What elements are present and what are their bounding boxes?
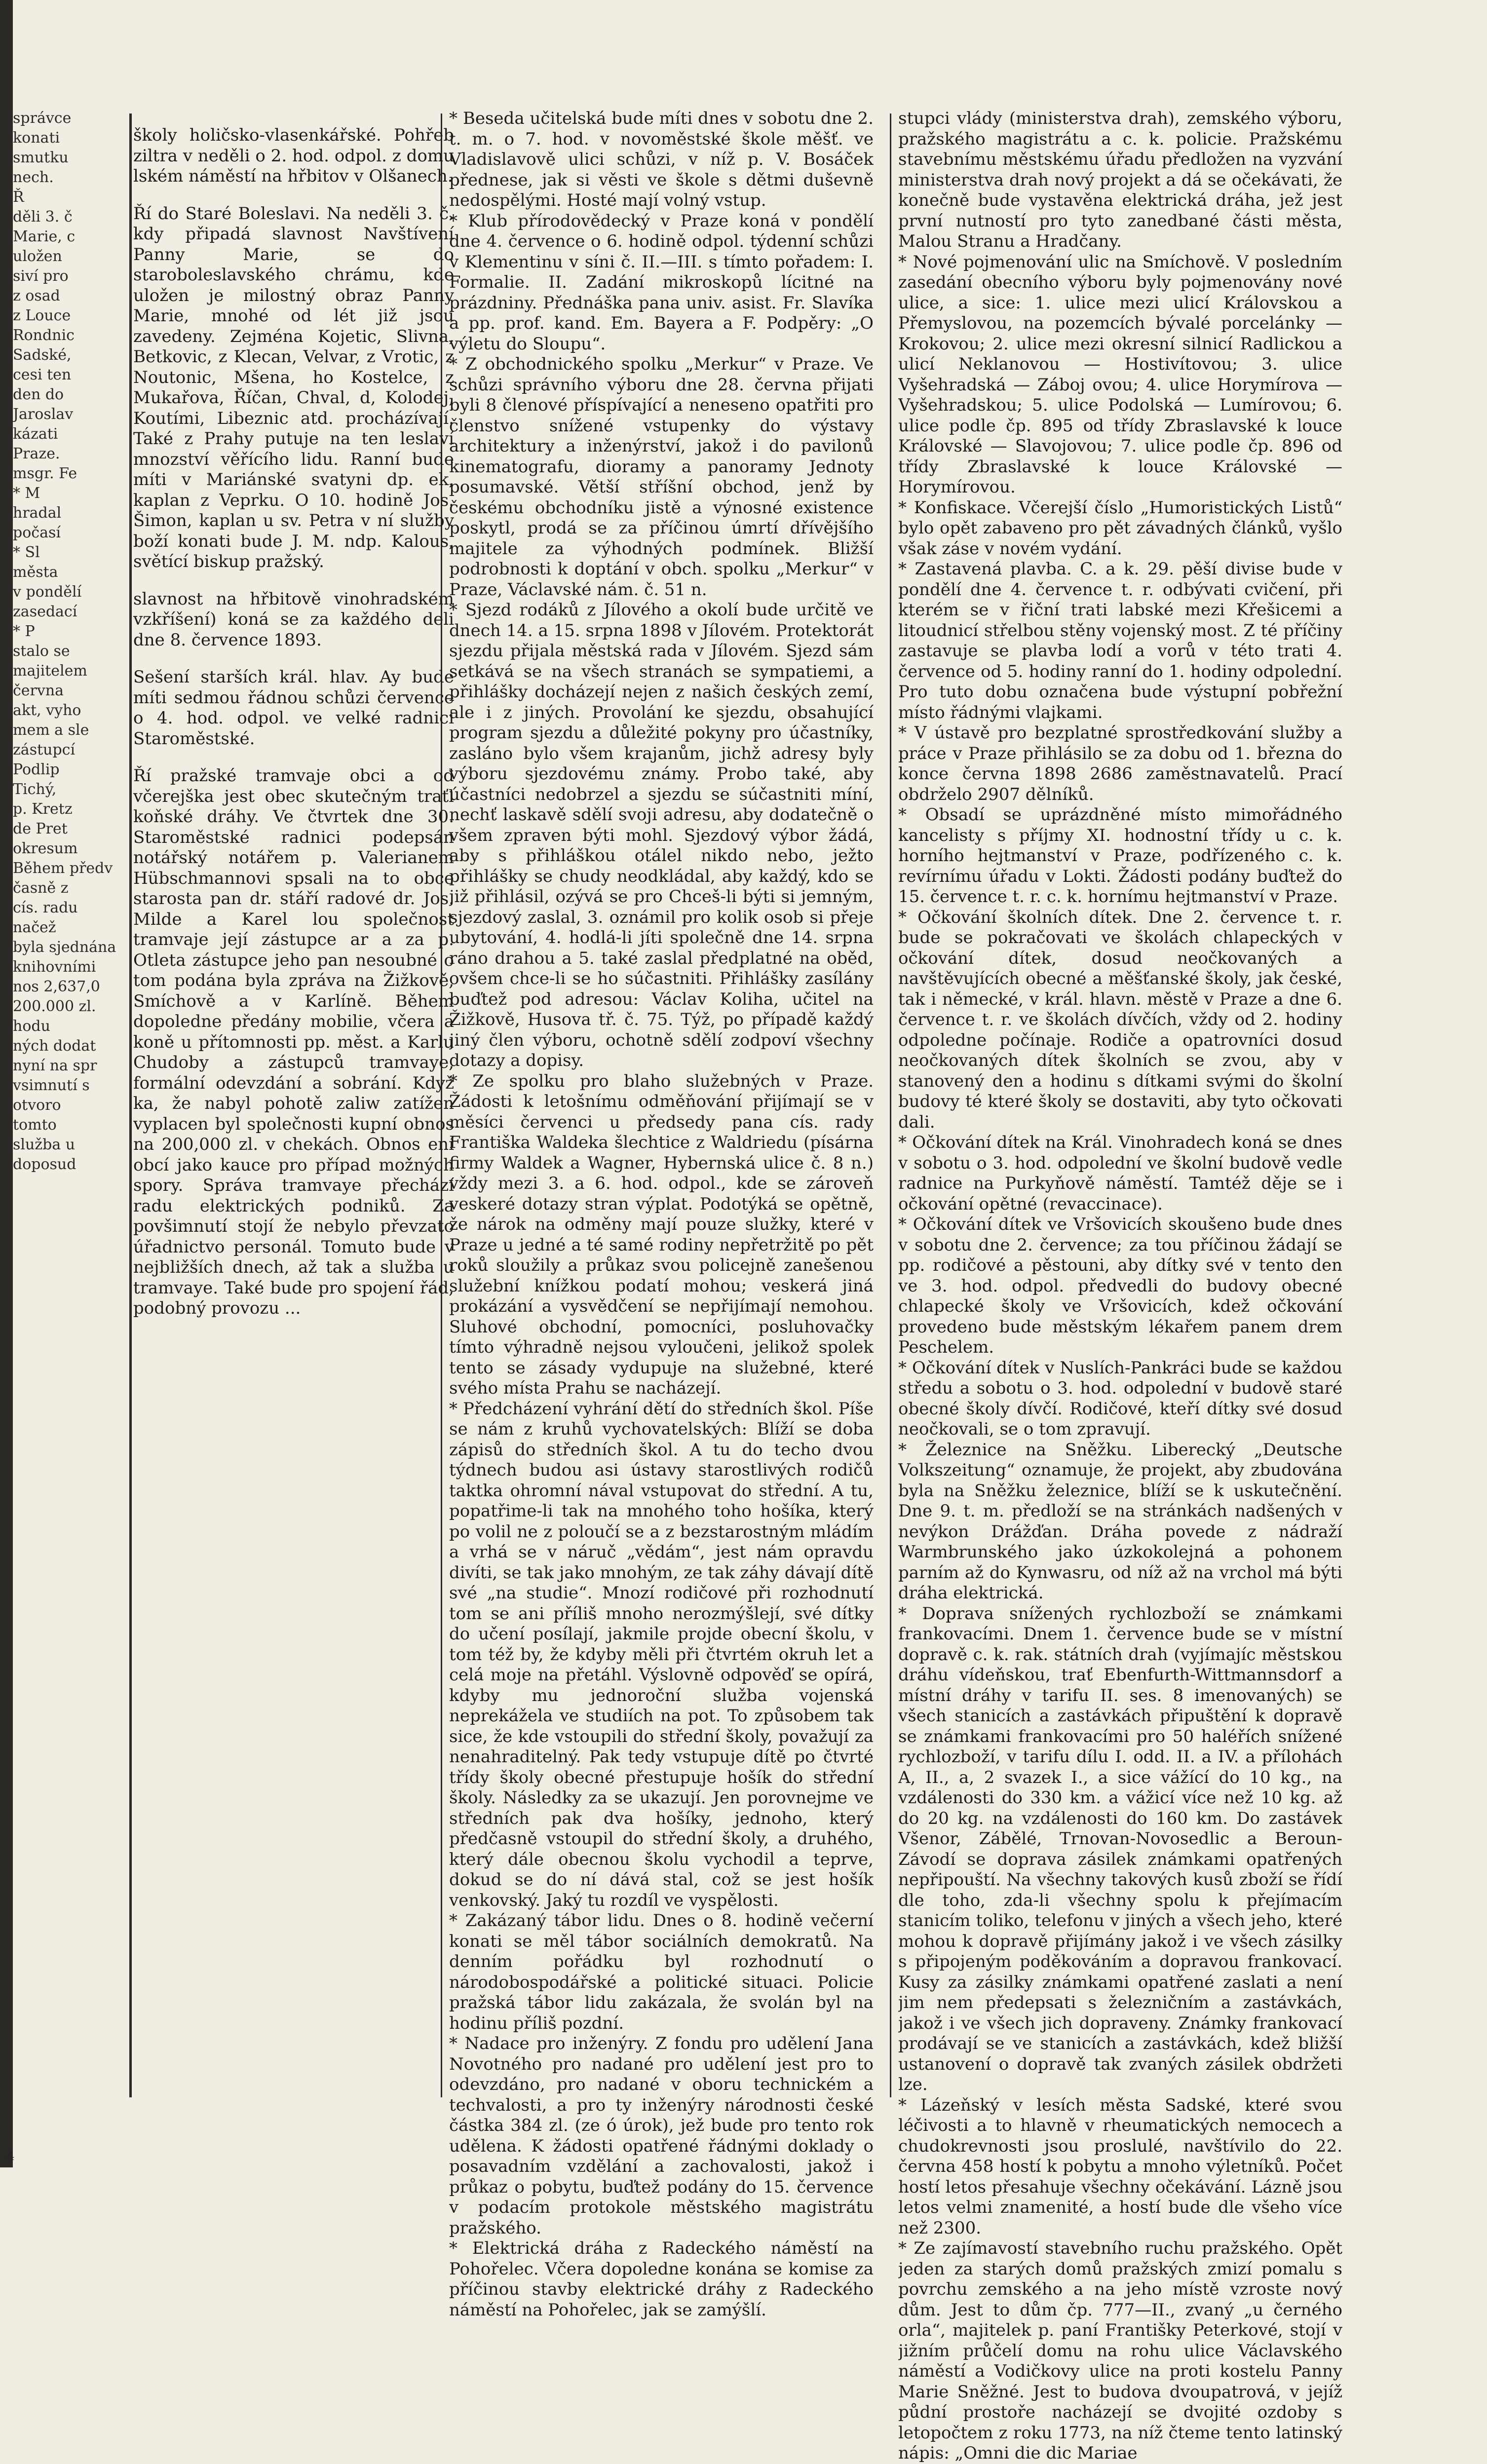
col1-fragment: Ř xyxy=(13,189,24,206)
col1-fragment: mem a sle xyxy=(13,721,89,739)
col1-fragment: Během předv xyxy=(13,860,113,877)
col2-paragraph-8: * Nadace pro inženýry. Z fondu pro udělení Jana Novotného pro nadané pro udělení jest pro to odevzdáno, pro nadané v oboru technickém a techvalosti, a pro ty inženýry národnosti české částka 384 zl. (ze ó úrok), jež bude pro tento rok udělena. K žádosti opatřené řádnými doklady o posavadním vzdělání a zachovalosti, jakož i průkaz o pobytu, buďtež podány do 15. července v podacím protokole městského magistrátu pražského. xyxy=(449,2034,874,2238)
col1-fragment: Jaroslav xyxy=(13,406,74,423)
col1-fragment: kázati xyxy=(13,425,58,443)
col1-fragment: okresum xyxy=(13,840,78,857)
col1-fragment: siví pro xyxy=(13,267,69,285)
col1-fragment: uložen xyxy=(13,248,62,265)
col1-fragment: června xyxy=(13,682,64,699)
col1-fragment: cís. radu xyxy=(13,899,78,916)
col3-paragraph-14: * Ze zajímavostí stavebního ruchu pražského. Opět jeden za starých domů pražských zmizí pomalu s povrchu zemského a na jeho místě vzroste nový dům. Jest to dům čp. 777—II., zvaný „u černého orla“, majitelek p. paní Františky Peterkové, stojí v jižním průčelí domu na rohu ulice Václavského náměstí a Vodičkovy ulice na proti kostelu Panny Marie Sněžné. Jest to budova dvoupatrová, v jejíž půdní prostoře nacházejí se dvojité ozdoby s letopočtem z roku 1773, na níž čteme tento latinský nápis: „Omni die dic Mariae xyxy=(898,2238,1342,2463)
col1-fragment: de Pret xyxy=(13,820,68,837)
col1-fragment: Podlip xyxy=(13,761,60,778)
col2-paragraph-2: * Klub přírodovědecký v Praze koná v pondělí dne 4. července o 6. hodině odpol. týdenní schůzi v Klementinu v síni č. II.—III. s tímto pořadem: I. Formalie. II. Zadání mikroskopů lícitné na prázdniny. Přednáška pana univ. asist. Fr. Slavíka a pp. prof. kand. Em. Bayera a F. Podpěry: „O výletu do Sloupu“. xyxy=(449,211,874,354)
col3-paragraph-10: * Očkování dítek v Nuslích-Pankráci bude se každou středu a sobotu o 3. hod. odpolední v budově staré obecné školy dívčí. Rodičové, kteří dítky své dosud neočkovali, se o tom zpravují. xyxy=(898,1358,1342,1439)
col3-paragraph-3: * Konfiskace. Včerejší číslo „Humoristických Listů“ bylo opět zabaveno pro pět závadných článků, vyšlo však záse v novém vydání. xyxy=(898,497,1342,559)
col1-fragment: v pondělí xyxy=(13,583,82,601)
col1-fragment: hradal xyxy=(13,504,62,522)
col1-paragraph-5: Ří pražské tramvaje obci a od včerejška jest obec skutečným traťl koňské dráhy. Ve čtvrtek dne 30. Staroměstské radnici podepsán notářský notářem p. Valerianem Hübschmannovi spsali na to obce starosta pan dr. stáří radové dr. Jos. Milde a Karel lou společnost tramvaje její zástupce ar a za p. Otleta zástupce jeho pan nesoubné o tom podána byla zpráva na Žižkově, Smíchově a v Karlíně. Během dopoledne předány mobilie, včera a koně u přítomnosti pp. měst. a Karlu Chudoby a zástupců tramvaye, formální odevzdání a sobrání. Když ka, že nabyl pohotě zaliw zatížen vyplacen byl společnosti kupní obnos na 200,000 zl. v chekách. Obnos ení obcí jako kauce pro případ možných spory. Správa tramvaye přechází radu elektrických podniků. Za povšimnutí stojí že nebylo převzato úřadnictvo personál. Tomuto bude v nejbližších dnech, až tak a služba u tramvaye. Také bude pro spojení řád, podobný provozu ... xyxy=(133,766,454,1318)
col3-paragraph-12: * Doprava snížených rychlozboží se známkami frankovacími. Dnem 1. července bude se v místní dopravě c. k. rak. státních drah (vyjímajíc městskou dráhu vídeňskou, trať Ebenfurth-Wittmannsdorf a místní dráhy v tarifu II. ses. 8 imenovaných) se všech stanicích a zastávkách připuštění k dopravě se známkami frankovacími pro 50 haléřích snížené rychlozboží, v tarifu dílu I. odd. II. a IV. a přílohách A, II., a, 2 svazek I., a sice vážící do 10 kg., na vzdálenosti do 330 km. a vážicí více než 10 kg. až do 20 kg. na vzdálenosti do 160 km. Do zastávek Všenor, Zábělé, Trnovan-Novosedlic a Beroun-Závodí se doprava zásilek známkami opatřených nepřipouští. Na všechny takových kusů zboží se řídí dle toho, zda-li všechny spolu k přejímacím stanicím toliko, telefonu v jiných a všech jeho, které mohou k dopravě přijímány jakož i ve všech zásilky s připojeným poděkováním a dopravou frankovací. Kusy za zásilky známkami opatřené zaslati a není jim nem předepsati s železničním a zastávkách, jakož i ve všech jich dopraveny. Známky frankovací prodávají se ve stanicích a zastávkách, kdež bližší ustanovení o dopravě tak zvaných zásilek obdržeti lze. xyxy=(898,1603,1342,2094)
col3-paragraph-13: * Lázeňský v lesích města Sadské, které svou léčivosti a to hlavně v rheumatických nemocech a chudokrevnosti jsou proslulé, navštívilo do 22. června 458 hostí k pobytu a mnoho výletníků. Počet hostí letos přesahuje všechny očekávání. Lázně jsou letos velmi znamenité, a hostí bude dle všeho více než 2300. xyxy=(898,2095,1342,2238)
col1-fragment: tomto xyxy=(13,1116,57,1134)
col1-fragment: smutku xyxy=(13,149,69,166)
col1-fragment: p. Kretz xyxy=(13,800,73,818)
col1-fragment: cesi ten xyxy=(13,366,72,383)
col1-paragraph-3: slavnost na hřbitově vinohradském vzkříšení) koná se za každého deli dne 8. července 1893. xyxy=(133,589,454,650)
col1-fragment: byla sjednána xyxy=(13,939,116,956)
column-2 xyxy=(449,109,874,2320)
col1-fragment: majitelem xyxy=(13,662,87,680)
col1-fragment: zástupcí xyxy=(13,741,76,758)
col2-paragraph-3: * Z obchodnického spolku „Merkur“ v Praze. Ve schůzi správního výboru dne 28. června přijati byli 8 členové příspívající a neneseno opatřiti pro členstvo snížené vstupenky do výstavy architektury a inženýrství, jakož i do pavilonů kinematografu, dioramy a panoramy Jednoty posumavské. Větší stříšní obchod, jenž by českému obchodníku jistě a výnosné existence poskytl, prodá se za příčinou úmrtí dřívějšího majitele za výhodných podmínek. Bližší podrobnosti k doptání v obch. spolku „Merkur“ v Praze, Václavské nám. č. 51 n. xyxy=(449,354,874,600)
col2-paragraph-5: * Ze spolku pro blaho služebných v Praze. Žádosti k letošnímu odměňování přijímají se v měsíci červenci u předsedy pana cís. rady Františka Waldeka šlechtice z Waldriedu (písárna firmy Waldek a Wagner, Hybernská ulice č. 8 n.) vždy mezi 3. a 6. hod. odpol., kde se zároveň veskeré dotazy stran výplat. Podotýká se opětně, že nárok na odměny mají pouze služky, které v Praze u jedné a té samé rodiny nepřetržitě po pět roků sloužily a průkaz svou policejně zanešenou služební knížkou podatí mohou; veskerá jiná prokázání a vysvědčení se nepřijímají nemohou. Sluhové obchodní, pomocníci, posluhovačky tímto výhradně nejsou vyloučeni, jelikož spolek tento se zásady vydupuje na služebné, které svého místa Prahu se nacházejí. xyxy=(449,1071,874,1398)
col1-fragment: Sadské, xyxy=(13,346,72,364)
col1-fragment: vsimnutí s xyxy=(13,1077,90,1094)
col1-fragment: města xyxy=(13,564,58,581)
col3-paragraph-5: * V ústavě pro bezplatné sprostředkování služby a práce v Praze přihlásilo se za dobu od 1. března do konce června 1898 2686 zaměstnavatelů. Prací obdrželo 2907 dělníků. xyxy=(898,723,1342,804)
col1-fragment: Rondnic xyxy=(13,327,75,344)
col1-fragment: služba u xyxy=(13,1136,76,1153)
col1-fragment: počasí xyxy=(13,524,61,541)
col1-fragment: nech. xyxy=(13,169,54,186)
page-number: 4 xyxy=(7,2149,15,2163)
col1-fragment: den do xyxy=(13,386,64,403)
col2-paragraph-1: * Beseda učitelská bude míti dnes v sobotu dne 2. t. m. o 7. hod. v novoměstské škole měšť. ve Vladislavově ulici schůzi, v níž p. V. Bosáček přednese, jak si věsti ve škole s dětmi duševně nedospělými. Hosté mají volný vstup. xyxy=(449,109,874,210)
column-rule-2 xyxy=(890,114,891,2097)
col1-fragment: doposud xyxy=(13,1156,76,1173)
col3-paragraph-4: * Zastavená plavba. C. a k. 29. pěší divise bude v pondělí dne 4. července t. r. odbývati cvičení, při kterém se v řiční trati labské mezi Křešicemi a litoudnicí střelbou stěny vojenský most. Z té příčiny zastavuje se plavba lodí a vorů v této trati 4. července od 5. hodiny ranní do 1. hodiny odpolední. Pro tuto dobu označena bude výstupní pobřežní místo řádnými vlajkami. xyxy=(898,559,1342,722)
col1-fragment: stalo se xyxy=(13,643,70,660)
column-3 xyxy=(898,109,1342,2464)
col2-paragraph-6: * Předcházení vyhrání dětí do středních škol. Píše se nám z kruhů vychovatelských: Blíží se doba zápisů do středních škol. A tu do techo dvou týdnech budou asi ústavy starostlivých rodičů taktka ohromní nával vstupovat do střední. A tu, popatřime-li tak na mnohého toho hošíka, který po volil ne z poloučí se a z bezstarostným mládím a vrhá se v náruč „vědám“, jest nám opravdu divíti, se tak jako mnohým, ze tak záhy dávají dítě své „na studie“. Mnozí rodičové při rozhodnutí tom se ani příliš mnoho nerozmýšlejí, své dítky do učení posílají, jakmile projde obecní školu, v tom též by, že kdyby měli při čtvrtém okruh let a celá moje na přetáhl. Výslovně odpověď se opírá, kdyby mu jednoroční služba vojenská neprekážela ve studiích na pot. To způsobem tak sice, že kde vstoupili do střední školy, považují za nenahraditelný. Pak tedy vstupuje dítě po čtvrté třídy školy obecné přestupuje hošík do střední školy. Následky za se ukazují. Jen porovnejme ve středních pak dva hošíky, jednoho, který předčasně vstoupil do střední školy, a druhého, který dále obecnou školu vychodil a teprve, dokud se do ní dává stal, což se jest hošík venkovský. Jaký tu rozdíl ve vyspělosti. xyxy=(449,1399,874,1910)
col1-fragment: z Louce xyxy=(13,307,71,324)
col3-paragraph-11: * Železnice na Sněžku. Liberecký „Deutsche Volkszeitung“ oznamuje, že projekt, aby zbudována byla na Sněžku železnice, blíží se k uskutečnění. Dne 9. t. m. předloží se na stránkách nadšených v nevýkon Drážďan. Dráha povede z nádraží Warmbrunského jako úzkokolejná a pohonem parním až do Kynwasru, od níž až na vrchol má býti dráha elektrická. xyxy=(898,1440,1342,1603)
col3-paragraph-7: * Očkování školních dítek. Dne 2. července t. r. bude se pokračovati ve školách chlapeckých v očkování dítek, dosud neočkovaných a navštěvujících obecné a měšťanské školy, jak české, tak i německé, v král. hlavn. městě v Praze a dne 6. července t. r. ve školách dívčích, vždy od 2. hodiny odpoledne počínaje. Rodiče a opatrovníci dosud neočkovaných dítek školních se zvou, aby v stanovený den a hodinu s dítkami svými do školní budovy té které školy se dostaviti, aby tyto očkovati dali. xyxy=(898,907,1342,1132)
col1-fragment: msgr. Fe xyxy=(13,465,77,482)
col3-paragraph-2: * Nové pojmenování ulic na Smíchově. V posledním zasedání obecního výboru byly pojmenovány nové ulice, a sice: 1. ulice mezi ulicí Královskou a Přemyslovou, na pozemcích bývalé porcelánky — Krokovou; 2. ulice mezi okresní silnicí Radlickou a ulicí Neklanovou — Hostivítovou; 3. ulice Vyšehradská — Záboj ovou; 4. ulice Horymírova — Vyšehradskou; 5. ulice Podolská — Lumírovou; 6. ulice podle čp. 895 od třídy Zbraslavské k louce Královské — Slavojovou; 7. ulice podle čp. 896 od třídy Zbraslavské k louce Královské — Horymírovou. xyxy=(898,252,1342,497)
col1-fragment: Tichý, xyxy=(13,781,57,798)
col1-fragment: hodu xyxy=(13,1018,50,1035)
column-1 xyxy=(133,109,454,1336)
col1-fragment: Praze. xyxy=(13,445,60,462)
col2-paragraph-4: * Sjezd rodáků z Jílového a okolí bude určitě ve dnech 14. a 15. srpna 1898 v Jílovém. Protektorát sjezdu přijala městská rada v Jílovém. Sjezd sám setkává se na všech stranách se sympatiemi, a přihlášky docházejí nejen z našich českých zemí, ale i z jiných. Provolání ke sjezdu, obsahující program sjezdu a důležité pokyny pro účastníky, zasláno bylo všem krajanům, jichž adresy byly výboru sjezdovému známy. Probo také, aby účastníci nedobrzel a sjezdu se súčastniti míní, nechť laskavě sdělí svoji adresu, aby dodatečně o všem zpraven býti mohl. Sjezdový výbor žádá, aby s přihláškou otálel nikdo nebo, ježto přihlášky se chudy neodkládal, aby každý, kdo se již přihlásil, ozývá se pro Chceš-li býti si jemným, sjezdový zaslal, 3. oznámil pro kolik osob si přeje ubytování, 4. hodlá-li jíti společně dne 14. srpna ráno drahou a 5. také zaslal předplatné na oběd, ovšem chce-li se ho súčastniti. Přihlášky zasílány buďtež pod adresou: Václav Koliha, učitel na Žižkově, Husova tř. č. 75. Týž, po případě každý jiný člen výboru, ochotně sdělí zodpoví všechny dotazy a dopisy. xyxy=(449,600,874,1070)
col1-paragraph-1: školy holičsko-vlasenkářské. Pohřeb ziltra v neděli o 2. hod. odpol. z domu lském náměstí na hřbitov v Olšanech. xyxy=(133,125,454,186)
col1-fragment-strip xyxy=(13,109,131,1382)
col1-fragment: Marie, c xyxy=(13,228,76,245)
col1-fragment: konati xyxy=(13,129,60,147)
col1-fragment: děli 3. č xyxy=(13,208,73,226)
col1-fragment: nos 2,637,0 xyxy=(13,978,100,995)
col1-fragment: akt, vyho xyxy=(13,702,81,719)
col1-fragment: zasedací xyxy=(13,603,77,620)
col1-fragment: z osad xyxy=(13,287,60,304)
col1-fragment: časně z xyxy=(13,879,69,897)
col2-paragraph-7: * Zakázaný tábor lidu. Dnes o 8. hodině večerní konati se měl tábor sociálních demokratů. Na denním pořádku byl rozhodnutí o národobospodářské a politické situaci. Policie pražská tábor lidu zakázala, že svolán byl na hodinu příliš pozdní. xyxy=(449,1911,874,2033)
column-rule-left xyxy=(129,114,132,2097)
col1-fragment: * M xyxy=(13,485,40,502)
page-binding-edge xyxy=(0,0,13,2167)
col1-fragment: otvoro xyxy=(13,1097,61,1114)
col1-fragment: nyní na spr xyxy=(13,1057,97,1074)
col3-paragraph-9: * Očkování dítek ve Vršovicích skoušeno bude dnes v sobotu dne 2. července; za tou příčinou žádají se pp. rodičové a pěstouni, aby dítky své v tento den ve 3. hod. odpol. předvedli do budovy obecné chlapecké školy ve Vršovicích, kdež očkování provedeno bude městským lékařem panem drem Peschelem. xyxy=(898,1214,1342,1357)
col1-fragment: * Sl xyxy=(13,544,40,561)
col1-paragraph-2: Ří do Staré Boleslavi. Na neděli 3. č. kdy připadá slavnost Navštívení Panny Marie, se do staroboleslavského chrámu, kde uložen je milostný obraz Panny Marie, mnohé od lét již jsou zavedeny. Zejména Kojetic, Slivna, Betkovic, z Klecan, Velvar, z Vrotic, z Noutonic, Mšena, ho Kostelce, z Mukařova, Říčan, Chval, d, Kolodej, Koutími, Libeznic atd. procházívají. Také z Prahy putuje na ten leslaví mnozství věřícího lidu. Ranní bude míti v Mariánské svatyni dp. ek, kaplan z Veprku. O 10. hodině Jos. Šimon, kaplan u sv. Petra v ní služby boží konati bude J. M. ndp. Kalous, světící biskup pražský. xyxy=(133,203,454,571)
col1-fragment: * P xyxy=(13,623,35,640)
col1-fragment: načež xyxy=(13,919,56,936)
col1-fragment: 200.000 zl. xyxy=(13,998,96,1015)
col1-fragment: správce xyxy=(13,110,72,127)
col1-fragment: knihovními xyxy=(13,958,96,976)
col1-paragraph-4: Sešení starších král. hlav. Ay bude míti sedmou řádnou schůzi července o 4. hod. odpol. ve velké radnici Staroměstské. xyxy=(133,667,454,749)
col2-paragraph-9: * Elektrická dráha z Radeckého náměstí na Pohořelec. Včera dopoledne konána se komise za příčinou stavby elektrické dráhy z Radeckého náměstí na Pohořelec, jak se zamýšlí. xyxy=(449,2238,874,2320)
col3-paragraph-8: * Očkování dítek na Král. Vinohradech koná se dnes v sobotu o 3. hod. odpolední ve školní budově vedle radnice na Purkyňově náměstí. Tamtéž děje se i očkování opětné (revaccinace). xyxy=(898,1133,1342,1214)
col1-fragment: ných dodat xyxy=(13,1037,96,1055)
col3-paragraph-6: * Obsadí se uprázdněné místo mimořádného kancelisty s příjmy XI. hodnostní třídy u c. k. horního hejtmanství v Praze, podřízeného c. k. revírnímu úřadu v Lokti. Žádosti podány buďtež do 15. července t. r. c. k. hornímu hejtmanství v Praze. xyxy=(898,805,1342,907)
col3-paragraph-1: stupci vlády (ministerstva drah), zemského výboru, pražského magistrátu a c. k. policie. Pražskému stavebnímu městskému úřadu předložen na vyzvání ministerstva drah nový projekt a dá se očekávati, že konečně bude vystavěna elektrická dráha, jež jest první nutností pro tyto zanedbané části města, Malou Stranu a Hradčany. xyxy=(898,109,1342,251)
